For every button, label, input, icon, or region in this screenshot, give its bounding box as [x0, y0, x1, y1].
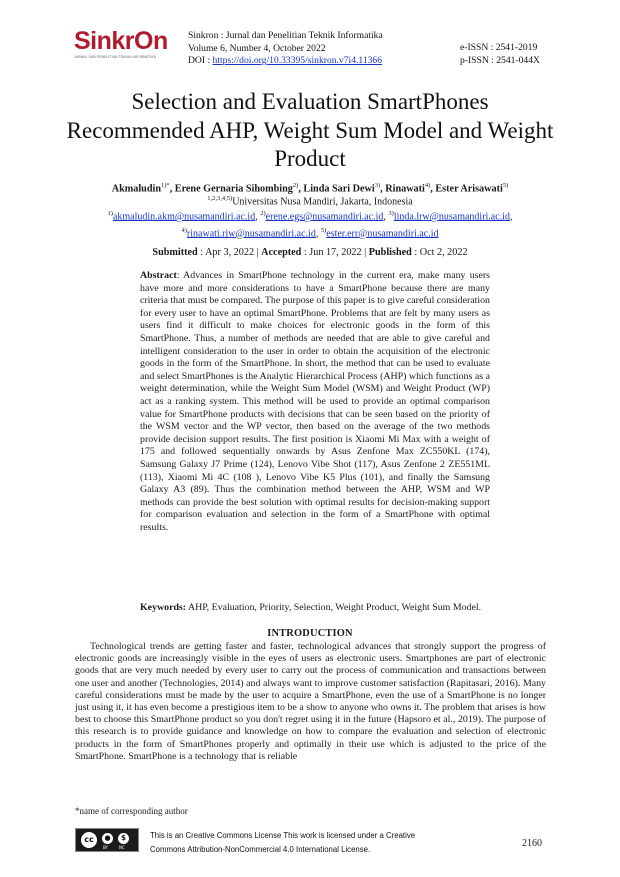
affiliation-text: Universitas Nusa Mandiri, Jakarta, Indonesia [232, 196, 413, 208]
cc-icon: cc [81, 832, 97, 848]
submission-dates [60, 247, 560, 259]
by-label: BY [103, 845, 108, 850]
email-link[interactable]: rinawati.riw@nusamandiri.ac.id [186, 227, 316, 239]
keywords-text: AHP, Evaluation, Priority, Selection, Weight Product, Weight Sum Model. [186, 602, 482, 613]
author-name: Akmaludin [111, 183, 162, 195]
email-sup: 2) [260, 210, 266, 217]
journal-logo [74, 28, 176, 68]
submitted-date: : Apr 3, 2022 | [197, 247, 262, 258]
abstract-label: Abstract [140, 270, 177, 281]
paper-title: Selection and Evaluation SmartPhones Recommended AHP, Weight Sum Model and Weight Product [66, 89, 554, 171]
author-sup: 3) [374, 182, 381, 189]
issn-block [460, 42, 540, 67]
email-sup: 4) [181, 226, 187, 234]
author-name: Rinawati [385, 183, 425, 195]
doi-label: DOI : [188, 55, 213, 67]
author-list: Akmaludin$^{1)*}$, Erene Gernaria Sihombing$^{2)}$, Linda Sari Dewi$^{3)}$, Rinawati$^{4)}$, Ester Arisawati$^{5)}$ [111, 182, 509, 195]
submitted-label: Submitted [152, 247, 198, 258]
email-link[interactable]: ester.err@nusamandiri.ac.id [326, 227, 439, 239]
email-sup: 5) [320, 226, 327, 234]
email-link[interactable]: linda.lrw@nusamandiri.ac.id [393, 211, 510, 223]
doi-link[interactable]: https://doi.org/10.33395/sinkron.v7i4.11366 [212, 55, 383, 67]
accepted-label: Accepted [261, 247, 302, 258]
author-sup: 4) [424, 182, 431, 189]
nc-label: NC [119, 845, 125, 850]
keywords [140, 602, 550, 614]
logo-tagline: JURNAL DAN PENELITIAN TEKNIK INFORMATIKA [74, 55, 157, 59]
author-name: Ester Arisawati [435, 183, 503, 195]
email-link[interactable]: akmaludin.akm@nusamandiri.ac.id [112, 211, 256, 223]
nc-icon: $ [118, 833, 129, 844]
page-number: 2160 [522, 838, 542, 849]
email-list: $^{1)}$akmaludin.akm@nusamandiri.ac.id, $^{2)}$erene.egs@nusamandiri.ac.id, $^{3)}$linda.lrw@nusamandiri.ac.id, $^{4)}$rinawati.riw@nusamandiri.ac.id, $^{5)}$ester.err@nusamandiri.ac.id [107, 210, 513, 239]
doi-line [188, 55, 383, 68]
footnote: *name of corresponding author [75, 806, 188, 816]
author-name: Erene Gernaria Sihombing [174, 183, 293, 195]
eissn: e-ISSN : 2541-2019 [460, 42, 538, 53]
license-line: This is an Creative Commons License This work is licensed under a Creative [150, 831, 416, 840]
introduction-heading: INTRODUCTION [267, 628, 353, 639]
journal-header-info [188, 30, 383, 68]
introduction-text: Technological trends are getting faster and faster, technological advances that strongly support the progress of electronic goods are increasingly visible in the eyes of users as electronic users. Smartphones are part of electronic goods that are very much needed by every user to carry out the process of communication and transactions between one user and another (Technologies, 2014) and always want to improve customer satisfaction (Rapitasari, 2016). Many careful considerations must be made by the user to acquire a SmartPhone, even the use of a SmartPhone is no longer just using it, it has even become a prestigious item to be a show to anyone who owns it. The problem that arises is how best to choose this SmartPhone product so you don't regret using it in the future (Hapsoro et al., 2019). The purpose of this research is to provide guidance and knowledge on how to compare the evaluation and selection of electronic products in the form of SmartPhones properly and optimally in their use which is adjusted to the price of the SmartPhone. SmartPhone is a technology that is reliable [75, 641, 546, 762]
email-sup: 1) [107, 210, 113, 217]
license-line: Commons Attribution-NonCommercial 4.0 International License. [150, 845, 371, 854]
cc-license-badge[interactable] [75, 828, 139, 852]
by-icon: ● [102, 833, 113, 844]
published-label: Published [368, 247, 412, 258]
pissn: p-ISSN : 2541-044X [460, 54, 540, 66]
author-sup: 1)* [161, 182, 170, 189]
accepted-date: : Jun 17, 2022 | [301, 247, 369, 258]
keywords-label: Keywords: [140, 602, 187, 613]
abstract-text: : Advances in SmartPhone technology in the current era, make many users have more and more considerations to have a SmartPhone because there are many criteria that must be compared. The purpose of this paper is to give careful consideration for every user to have an optimal SmartPhone. Problems that are felt by many users as users find it difficult to make choices for electronic goods in the form of this SmartPhone. Thus, a number of methods are needed that are able to give careful and intelligent consideration to the user in order to obtain the acquisition of the electronic goods in the form of the SmartPhone. In short, the method that can be used to evaluate and select SmartPhones is the Analytic Hierarchical Process (AHP) which functions as a weight determination, while the Weight Sum Model (WSM) and Weight Product (WP) act as a ranking system. This method will be used to provide an optimal comparison value for SmartPhone products with decisions that can be seen based on the priority of the WSM vector and the WP vector, then based on the average of the two methods provide decision support results. The first position is Xiaomi Mi Max with a weight of 175 and followed sequentially onwards by Asus Zenfone Max ZC550KL (174), Samsung Galaxy J7 Prime (124), Lenovo Vibe Shot (117), Asus Zenfone 2 ZE551ML (113), Xiaomi Mi 4C (108 ), Lenovo Vibe K5 Plus (101), and finally the Samsung Galaxy A3 (89). Thus the combination method between the AHP, WSM and WP methods can provide the best solution with optimal results for decision-making support for comparison evaluation and selection in the form of a SmartPhone with optimal results. [140, 270, 490, 533]
journal-name: Sinkron : Jurnal dan Penelitian Teknik Informatika [188, 30, 383, 41]
abstract [140, 270, 490, 534]
published-date: : Oct 2, 2022 [411, 247, 468, 258]
author-sup: 2) [292, 182, 299, 189]
logo-wordmark: SinkrOn [74, 27, 168, 55]
email-sup: 3) [388, 210, 394, 217]
journal-volume: Volume 6, Number 4, October 2022 [188, 42, 326, 54]
license-text [150, 829, 415, 857]
author-name: Linda Sari Dewi [303, 183, 375, 195]
author-sup: 5) [502, 182, 509, 189]
affiliation-sup: 1,2,3,4,5) [207, 195, 233, 202]
email-link[interactable]: erene.egs@nusamandiri.ac.id [265, 211, 384, 223]
